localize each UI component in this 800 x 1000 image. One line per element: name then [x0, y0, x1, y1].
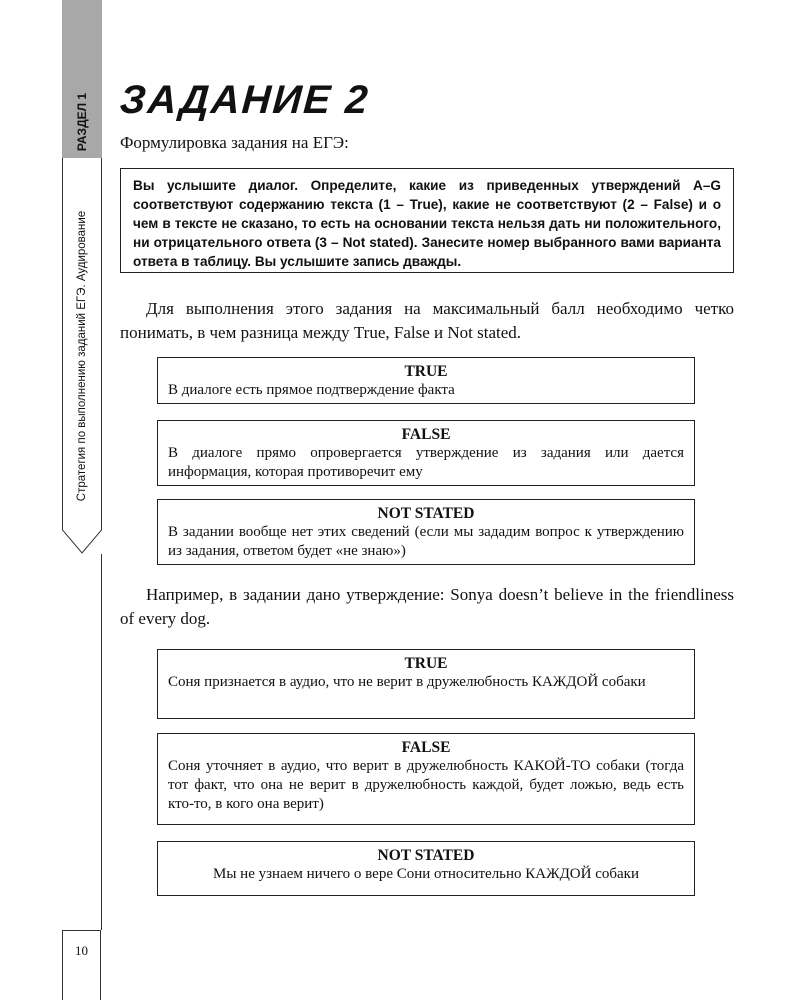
example-text: Соня признается в аудио, что не верит в дружелюбность КАЖДОЙ собаки — [168, 674, 646, 690]
task-text: Вы услышите диалог. Определите, какие из приведенных утверждений A–G соответствуют содержанию текста (1 – True), какие не соответствуют (2 – False) и о чем в тексте не сказано, то есть на основании текста нельзя дать ни положительного, ни отрицательного ответа (3 – Not stated). Занесите номер выбранного вами варианта ответа в таблицу. Вы услышите запись дважды. — [133, 178, 721, 269]
example-paragraph: Например, в задании дано утверждение: Sonya doesn’t believe in the friendliness of every dog. — [120, 585, 734, 628]
page-title: ЗАДАНИЕ 2 — [118, 78, 372, 122]
definition-not-stated — [157, 499, 695, 565]
chapter-label: Стратегия по выполнению заданий ЕГЭ. Аудирование — [76, 210, 88, 502]
chapter-tab-label-wrap — [62, 158, 102, 554]
definition-heading: FALSE — [401, 426, 451, 443]
example-heading: NOT STATED — [377, 847, 475, 864]
page-number: 10 — [75, 943, 88, 958]
section-tab-label-wrap — [62, 0, 102, 158]
margin-rule — [101, 554, 102, 930]
example-text: Соня уточняет в аудио, что верит в дружелюбность КАКОЙ-ТО собаки (тогда тот факт, что она не верит в дружелюбность каждой, будет ложью, ведь есть кто-то, в кого она верит) — [168, 758, 684, 812]
page-number-box — [62, 930, 101, 1000]
section-label: РАЗДЕЛ 1 — [75, 92, 89, 152]
definition-text: В диалоге прямо опровергается утверждение из задания или дается информация, которая противоречит ему — [168, 445, 684, 480]
definition-text: В задании вообще нет этих сведений (если мы зададим вопрос к утверждению из задания, ответом будет «не знаю») — [168, 524, 684, 559]
example-text: Мы не узнаем ничего о вере Сони относительно КАЖДОЙ собаки — [213, 866, 639, 882]
definition-text: В диалоге есть прямое подтверждение факта — [168, 382, 455, 398]
example-heading: TRUE — [404, 655, 448, 672]
intro-paragraph: Для выполнения этого задания на максимальный балл необходимо четко понимать, в чем разница между True, False и Not stated. — [120, 299, 734, 342]
definition-heading: TRUE — [404, 363, 448, 380]
definition-true — [157, 357, 695, 404]
definition-false — [157, 420, 695, 486]
definition-heading: NOT STATED — [377, 505, 475, 522]
example-heading: FALSE — [401, 739, 451, 756]
example-true — [157, 649, 695, 719]
example-false — [157, 733, 695, 825]
example-not-stated — [157, 841, 695, 896]
task-box — [120, 168, 734, 273]
page-subtitle: Формулировка задания на ЕГЭ: — [120, 133, 349, 152]
